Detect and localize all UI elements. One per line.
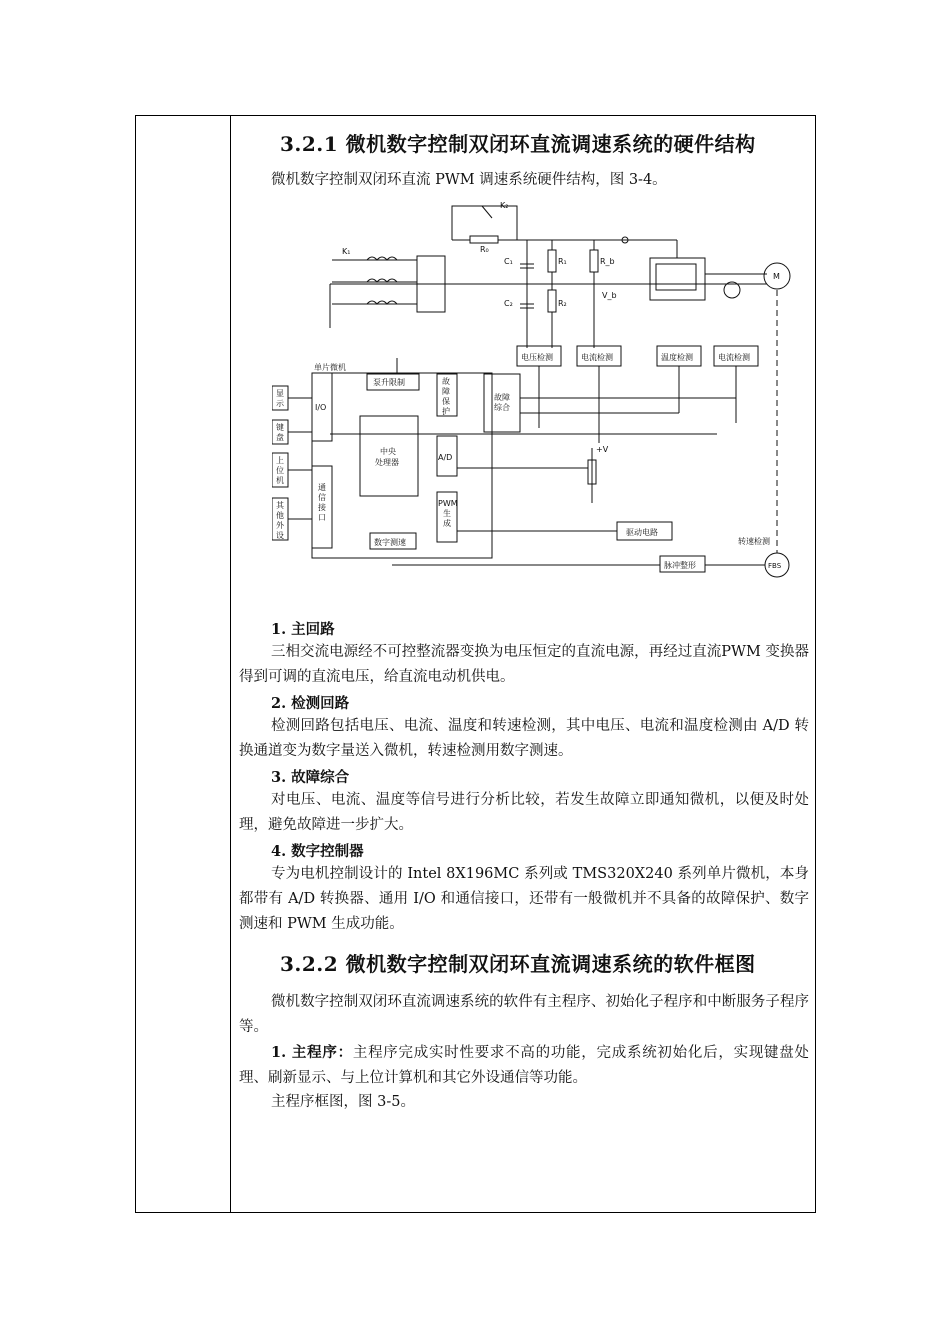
- label-c1: C₁: [504, 257, 513, 266]
- figure-caption-3-5: 主程序框图，图 3-5。: [271, 1094, 415, 1110]
- section-text-fault-synthesis: 对电压、电流、温度等信号进行分析比较，若发生故障立即通知微机，以便及时处理，避免故障进一步扩大。: [239, 792, 809, 833]
- label-k1: K₁: [342, 247, 351, 256]
- section-title-main-circuit: 1. 主回路: [271, 621, 335, 638]
- label-display-1: 示: [276, 399, 284, 408]
- label-comm-3: 口: [318, 513, 326, 522]
- label-pwm-2: 成: [443, 519, 451, 528]
- heading-software: 3.2.2 微机数字控制双闭环直流调速系统的软件框图: [280, 952, 756, 976]
- label-r2: R₂: [558, 299, 567, 308]
- label-fault-protect-1: 障: [442, 387, 450, 396]
- label-cpu-0: 中央: [380, 447, 396, 456]
- label-cpu-1: 处理器: [375, 458, 399, 467]
- section-text-digital-controller: 专为电机控制设计的 Intel 8X196MC 系列或 TMS320X240 系列单片微机，本身都带有 A/D 转换器、通用 I/O 和通信接口，还带有一般微机并不具备的故障保护、数字测速和 PWM 生成功能。: [239, 866, 809, 932]
- main-program-paragraph: [239, 1040, 809, 1091]
- label-display-0: 显: [276, 389, 284, 398]
- label-keyboard-1: 盘: [276, 433, 284, 442]
- label-fbs: FBS: [768, 562, 782, 570]
- label-fault-protect-0: 故: [442, 377, 450, 386]
- label-other-2: 外: [276, 521, 284, 530]
- label-vplus: +V: [596, 445, 609, 454]
- label-host-2: 机: [276, 476, 284, 485]
- label-rb: R_b: [600, 257, 615, 266]
- document-table: [135, 115, 816, 1213]
- label-r0: R₀: [480, 245, 489, 254]
- label-temp-detect: 温度检测: [661, 353, 693, 362]
- label-keyboard-0: 键: [276, 423, 284, 432]
- main-program-text: 主程序完成实时性要求不高的功能，完成系统初始化后，实现键盘处理、刷新显示、与上位计算机和其它外设通信等功能。: [239, 1045, 810, 1086]
- label-host-1: 位: [276, 466, 284, 475]
- label-comm-0: 通: [318, 483, 326, 492]
- software-intro-text: 微机数字控制双闭环直流调速系统的软件有主程序、初始化子程序和中断服务子程序等。: [239, 994, 809, 1035]
- label-voltage-detect: 电压检测: [521, 353, 553, 362]
- label-motor: M: [773, 272, 780, 281]
- label-vb: V_b: [602, 291, 617, 300]
- label-pulse-shape: 脉冲整形: [664, 561, 696, 570]
- label-comm-2: 接: [318, 503, 326, 512]
- label-io: I/O: [315, 403, 327, 412]
- section-title-digital-controller: 4. 数字控制器: [271, 843, 364, 860]
- label-host-0: 上: [276, 456, 284, 465]
- section-text-main-circuit: 三相交流电源经不可控整流器变换为电压恒定的直流电源，再经过直流PWM 变换器得到可调的直流电压，给直流电动机供电。: [239, 644, 809, 685]
- label-r1: R₁: [558, 257, 567, 266]
- section-title-fault-synthesis: 3. 故障综合: [271, 769, 350, 786]
- label-fault-synth-1: 综合: [494, 403, 510, 412]
- label-pwm-1: 生: [443, 509, 451, 518]
- hardware-diagram: [272, 198, 807, 603]
- left-column: [136, 116, 231, 1212]
- label-fault-synth-0: 故障: [494, 393, 510, 402]
- label-other-3: 设: [276, 531, 284, 540]
- label-other-1: 他: [276, 511, 284, 520]
- label-comm-1: 信: [318, 493, 326, 502]
- label-current-detect-2: 电流检测: [718, 353, 750, 362]
- heading-hardware: 3.2.1 微机数字控制双闭环直流调速系统的硬件结构: [280, 132, 756, 156]
- label-c2: C₂: [504, 299, 513, 308]
- main-program-label: 1. 主程序：: [271, 1044, 353, 1061]
- label-mcu: 单片微机: [314, 363, 346, 372]
- label-speed-detect: 转速检测: [738, 537, 770, 546]
- label-pwm-0: PWM: [438, 499, 458, 508]
- label-current-detect-1: 电流检测: [581, 353, 613, 362]
- label-other-0: 其: [276, 501, 284, 510]
- label-surge-limit: 泵升限制: [373, 378, 405, 387]
- figure-caption-3-4: 微机数字控制双闭环直流 PWM 调速系统硬件结构，图 3-4。: [271, 172, 667, 188]
- label-fault-protect-2: 保: [442, 397, 450, 406]
- label-drive: 驱动电路: [626, 528, 658, 537]
- section-title-detection: 2. 检测回路: [271, 695, 350, 712]
- content-cell: [232, 116, 815, 1212]
- label-digital-speed: 数字测速: [374, 538, 406, 547]
- label-fault-protect-3: 护: [442, 407, 450, 416]
- label-k2: K₂: [500, 201, 509, 210]
- section-text-detection: 检测回路包括电压、电流、温度和转速检测，其中电压、电流和温度检测由 A/D 转换通道变为数字量送入微机，转速检测用数字测速。: [239, 718, 809, 759]
- label-ad: A/D: [438, 453, 453, 462]
